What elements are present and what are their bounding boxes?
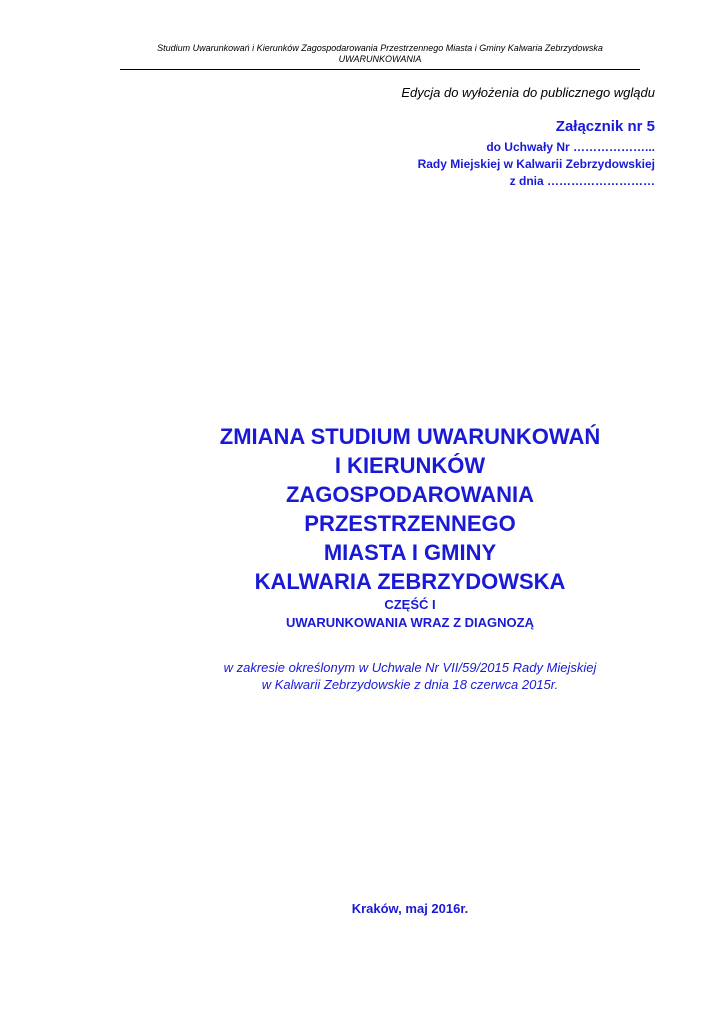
annex-block	[418, 117, 655, 190]
scope-line: w zakresie określonym w Uchwale Nr VII/59/2015 Rady Miejskiej	[223, 660, 597, 675]
header-divider	[120, 69, 640, 70]
title-line: ZAGOSPODAROWANIA	[285, 482, 535, 507]
annex-council-name: Rady Miejskiej w Kalwarii Zebrzydowskiej	[417, 157, 655, 171]
edition-note: Edycja do wyłożenia do publicznego wglądu	[401, 85, 655, 100]
running-header	[120, 43, 640, 65]
annex-resolution-number: do Uchwały Nr ………………...	[486, 140, 655, 154]
running-header-section: UWARUNKOWANIA	[338, 54, 422, 64]
running-header-title: Studium Uwarunkowań i Kierunków Zagospodarowania Przestrzennego Miasta i Gminy Kalwaria Zebrzydowska	[157, 43, 603, 53]
part-label: CZĘŚĆ I	[384, 597, 436, 612]
place-and-date: Kraków, maj 2016r.	[351, 901, 469, 916]
annex-title: Załącznik nr 5	[555, 118, 655, 135]
title-line: MIASTA I GMINY	[323, 540, 497, 565]
title-line: ZMIANA STUDIUM UWARUNKOWAŃ	[219, 424, 601, 449]
part-subtitle: UWARUNKOWANIA WRAZ Z DIAGNOZĄ	[286, 615, 534, 630]
scope-line: w Kalwarii Zebrzydowskie z dnia 18 czerwca 2015r.	[261, 677, 559, 692]
annex-date: z dnia ………………………	[509, 174, 655, 188]
title-line: KALWARIA ZEBRZYDOWSKA	[254, 569, 566, 594]
title-line: I KIERUNKÓW	[334, 453, 486, 478]
document-title	[110, 422, 710, 632]
scope-statement	[110, 659, 710, 693]
title-line: PRZESTRZENNEGO	[304, 511, 516, 536]
